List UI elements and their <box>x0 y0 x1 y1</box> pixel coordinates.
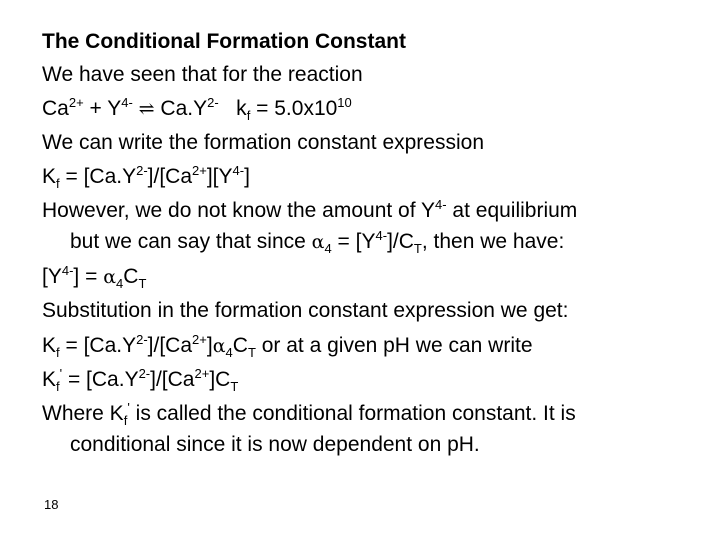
y4-equation: $[Y^{4-}] = \alpha_4C_T$ <box>42 263 147 291</box>
reaction-equation: $Ca^{2+} + Y^{4-}$ ⇌ $Ca.Y^{2-}$ $k_f = 5.0x10^{10}$ <box>42 95 352 123</box>
formation-constant-expression: $K_f = [Ca.Y^{2-}]/[Ca^{2+}][Y^{4-}]$ <box>42 163 250 191</box>
conditional-constant-expression: $K_f' = [Ca.Y^{2-}]/[Ca^{2+}]C_T$ <box>42 366 239 394</box>
text-line-reaction-intro: We have seen that for the reaction <box>42 63 363 86</box>
text-line-conditional: conditional since it is now dependent on pH. <box>70 433 480 456</box>
text-line-alpha-definition: but we can say that since $\alpha_4 = [Y^{4-}]/C_T$, then we have: <box>70 228 565 256</box>
equilibrium-arrow-icon: ⇌ <box>138 98 155 120</box>
text-line-however: However, we do not know the amount of $Y^{4-}$ at equilibrium <box>42 197 578 222</box>
text-line-where: Where $K_f'$ is called the conditional formation constant. It is <box>42 400 576 428</box>
text-line-substitution: Substitution in the formation constant expression we get: <box>42 299 569 322</box>
text-line-expression-intro: We can write the formation constant expression <box>42 131 484 154</box>
substituted-expression: $K_f = [Ca.Y^{2-}]/[Ca^{2+}]\alpha_4C_T$ or at a given pH we can write <box>42 332 533 360</box>
page-number: 18 <box>44 497 59 512</box>
slide-title: The Conditional Formation Constant <box>42 30 406 53</box>
